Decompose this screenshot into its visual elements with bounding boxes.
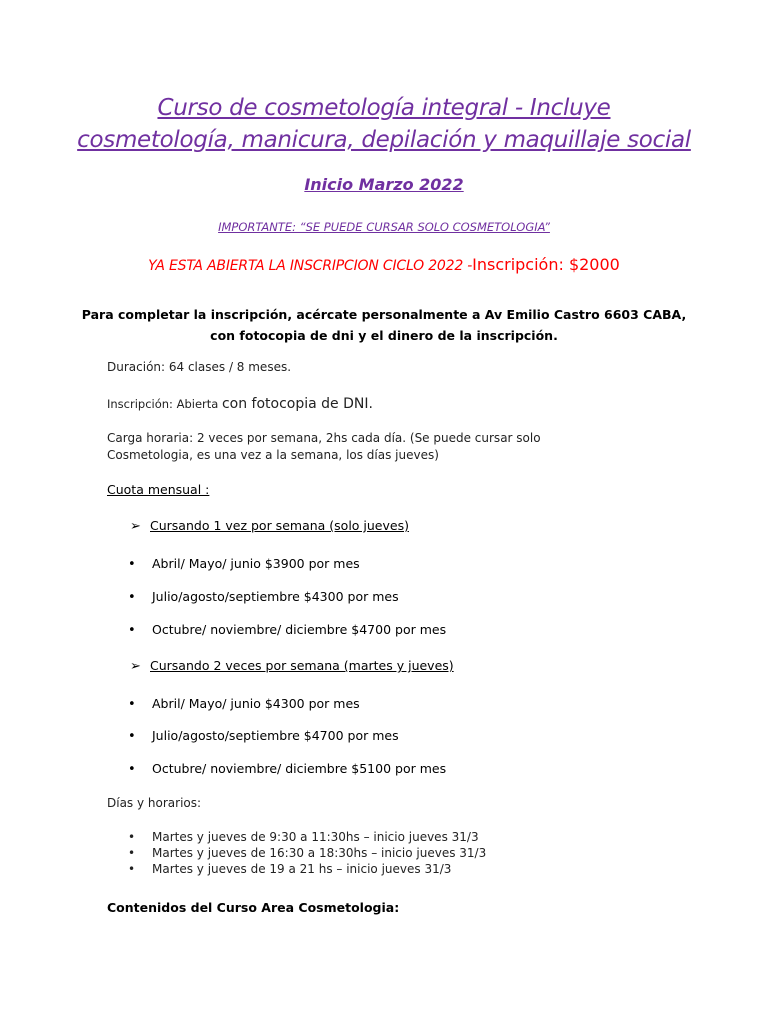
round-bullet-icon: • [128,623,136,638]
course-title-line-2: cosmetología, manicura, depilación y maquillaje social [77,127,691,153]
option-1-item-3: Octubre/ noviembre/ diciembre $4700 por mes [152,622,447,637]
option-2-item-2: Julio/agosto/septiembre $4700 por mes [152,728,399,743]
hours-line-1: Carga horaria: 2 veces por semana, 2hs cada día. (Se puede cursar solo [107,431,541,445]
inscription-suffix: con fotocopia de DNI. [221,396,373,412]
duration-text: Duración: 64 clases / 8 meses. [107,360,292,374]
option-2-heading [130,658,454,674]
list-item [128,556,360,572]
list-item [128,728,399,744]
enrollment-instructions-line-1: Para completar la inscripción, acércate personalmente a Av Emilio Castro 6603 CABA, [81,307,687,322]
enrollment-fee: Inscripción: $2000 [472,255,620,274]
option-2-item-1: Abril/ Mayo/ junio $4300 por mes [152,696,360,711]
enrollment-open-notice [0,255,768,275]
round-bullet-icon: • [128,557,136,572]
enrollment-open-text: YA ESTA ABIERTA LA INSCRIPCION CICLO 2022 - [148,258,473,274]
round-bullet-icon: • [128,590,136,605]
list-item [128,861,486,877]
monthly-fee-label: Cuota mensual : [107,482,210,497]
inscription-prefix: Inscripción: Abierta [107,397,222,411]
option-2-item-3: Octubre/ noviembre/ diciembre $5100 por mes [152,761,447,776]
list-item [128,589,399,605]
list-item [128,622,446,638]
option-1-item-1: Abril/ Mayo/ junio $3900 por mes [152,556,360,571]
option-2-label: Cursando 2 veces por semana (martes y jueves) [150,658,454,673]
round-bullet-icon: • [128,862,136,876]
schedule-label: Días y horarios: [107,796,202,810]
inscription-text [107,396,373,412]
contents-label: Contenidos del Curso Area Cosmetologia: [107,900,400,915]
round-bullet-icon: • [128,697,136,712]
start-date: Inicio Marzo 2022 [304,175,464,194]
schedule-list [128,829,486,877]
arrowhead-bullet-icon: ➢ [130,519,141,534]
schedule-item-3: Martes y jueves de 19 a 21 hs – inicio jueves 31/3 [152,862,452,876]
arrowhead-bullet-icon: ➢ [130,659,141,674]
option-1-label: Cursando 1 vez por semana (solo jueves) [150,518,409,533]
list-item [128,696,360,712]
course-title [40,92,728,156]
list-item [128,761,446,777]
option-1-heading [130,518,409,534]
course-title-line-1: Curso de cosmetología integral - Incluye [157,95,611,121]
round-bullet-icon: • [128,830,136,844]
schedule-item-2: Martes y jueves de 16:30 a 18:30hs – inicio jueves 31/3 [152,846,487,860]
option-1-item-2: Julio/agosto/septiembre $4300 por mes [152,589,399,604]
enrollment-instructions-line-2: con fotocopia de dni y el dinero de la inscripción. [210,328,558,343]
enrollment-instructions [60,304,708,346]
round-bullet-icon: • [128,846,136,860]
schedule-item-1: Martes y jueves de 9:30 a 11:30hs – inicio jueves 31/3 [152,830,479,844]
list-item [128,845,486,861]
round-bullet-icon: • [128,729,136,744]
hours-line-2: Cosmetologia, es una vez a la semana, los días jueves) [107,448,439,462]
round-bullet-icon: • [128,762,136,777]
important-note: IMPORTANTE: “SE PUEDE CURSAR SOLO COSMETOLOGIA” [218,220,550,234]
list-item [128,829,486,845]
hours-text [107,430,541,464]
